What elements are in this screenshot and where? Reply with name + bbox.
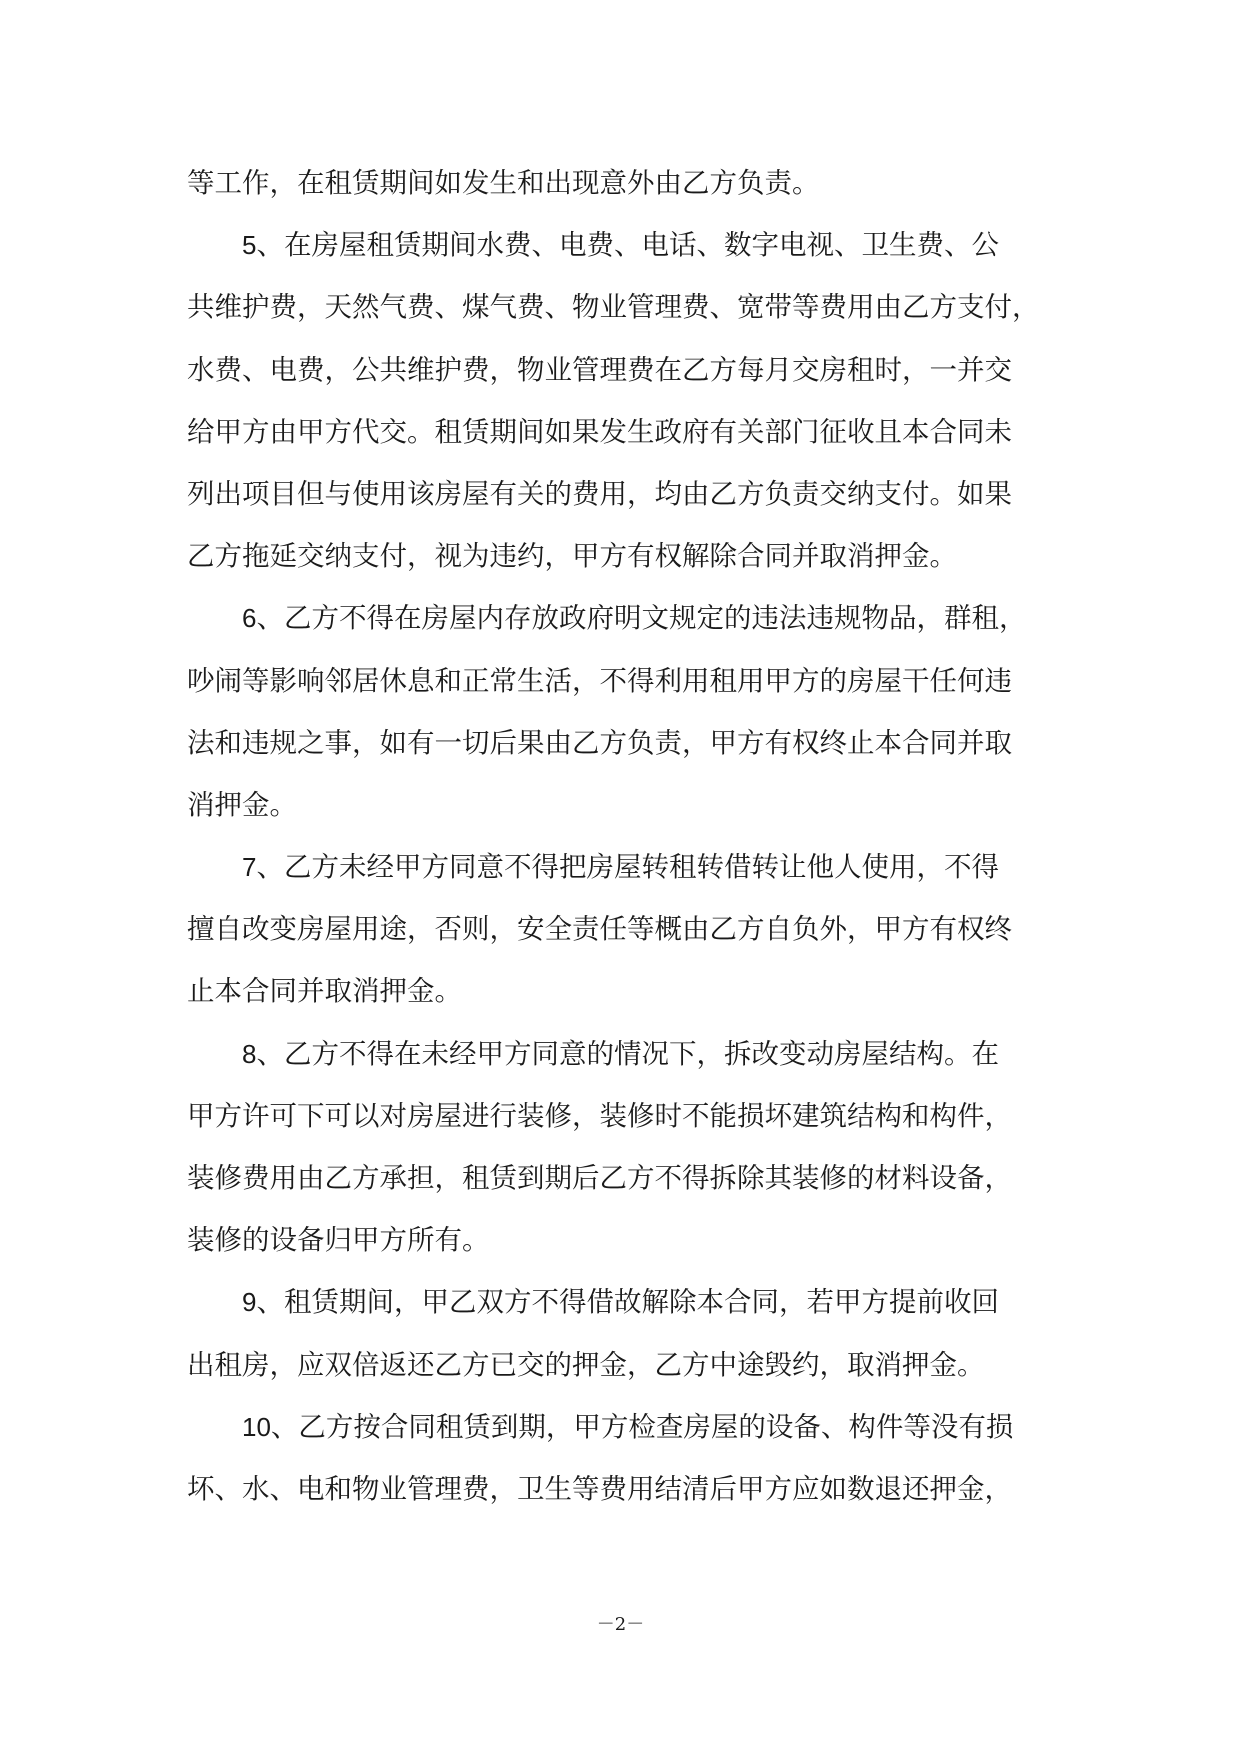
text-line [187,1147,1059,1209]
clause-number: 9 [242,1287,257,1318]
line-text: 法和违规之事，如有一切后果由乙方负责，甲方有权终止本合同并取 [187,726,1012,759]
text-line [187,587,1059,649]
text-line [187,1085,1059,1147]
text-line [187,1209,1059,1271]
line-text: 、租赁期间，甲乙双方不得借故解除本合同，若甲方提前收回 [256,1286,999,1319]
line-text: 消押金。 [187,788,297,821]
line-text: 、乙方按合同租赁到期，甲方检查房屋的设备、构件等没有损 [270,1410,1014,1443]
text-line [187,898,1059,960]
clause-number: 10 [242,1411,271,1442]
line-text: 擅自改变房屋用途，否则，安全责任等概由乙方自负外，甲方有权终 [187,913,1012,946]
line-text: 、乙方不得在房屋内存放政府明文规定的违法违规物品，群租， [256,602,1027,635]
line-text: 甲方许可下可以对房屋进行装修，装修时不能损坏建筑结构和构件， [187,1099,1012,1132]
line-text: 装修的设备归甲方所有。 [187,1224,490,1257]
line-text: 止本合同并取消押金。 [187,975,462,1008]
text-line [187,214,1059,276]
text-line [187,463,1059,525]
text-line [187,836,1059,898]
page-number: －2－ [596,1614,645,1635]
clause-number: 6 [242,603,257,634]
text-line [187,525,1059,587]
text-line [187,1396,1059,1458]
text-line [187,1458,1059,1520]
line-text: 乙方拖延交纳支付，视为违约，甲方有权解除合同并取消押金。 [187,540,957,573]
line-text: 装修费用由乙方承担，租赁到期后乙方不得拆除其装修的材料设备， [187,1162,1012,1194]
text-line [187,401,1059,463]
text-line [187,774,1059,836]
text-line [187,712,1059,774]
text-line [187,1334,1059,1396]
line-text: 列出项目但与使用该房屋有关的费用，均由乙方负责交纳支付。如果 [187,477,1012,510]
line-text: 、在房屋租赁期间水费、电费、电话、数字电视、卫生费、公 [256,229,999,262]
line-text: 等工作，在租赁期间如发生和出现意外由乙方负责。 [187,167,820,199]
text-line [187,152,1059,214]
document-body [187,152,1059,1520]
text-line [187,960,1059,1022]
text-line [187,1271,1059,1333]
clause-number: 7 [242,852,257,883]
clause-number: 5 [242,230,257,261]
line-text: 坏、水、电和物业管理费，卫生等费用结清后甲方应如数退还押金， [187,1472,1012,1505]
text-line [187,339,1059,401]
line-text: 给甲方由甲方代交。租赁期间如果发生政府有关部门征收且本合同未 [187,415,1012,448]
line-text: 、乙方不得在未经甲方同意的情况下，拆改变动房屋结构。在 [256,1037,999,1070]
clause-number: 8 [242,1038,257,1069]
line-text: 出租房，应双倍返还乙方已交的押金，乙方中途毁约，取消押金。 [187,1348,985,1381]
line-text: 、乙方未经甲方同意不得把房屋转租转借转让他人使用，不得 [256,851,999,884]
line-text: 水费、电费，公共维护费，物业管理费在乙方每月交房租时，一并交 [187,353,1012,386]
text-line [187,1023,1059,1085]
text-line [187,276,1059,338]
line-text: 吵闹等影响邻居休息和正常生活，不得利用租用甲方的房屋干任何违 [187,664,1012,697]
text-line [187,650,1059,712]
line-text: 共维护费，天然气费、煤气费、物业管理费、宽带等费用由乙方支付， [187,291,1040,324]
